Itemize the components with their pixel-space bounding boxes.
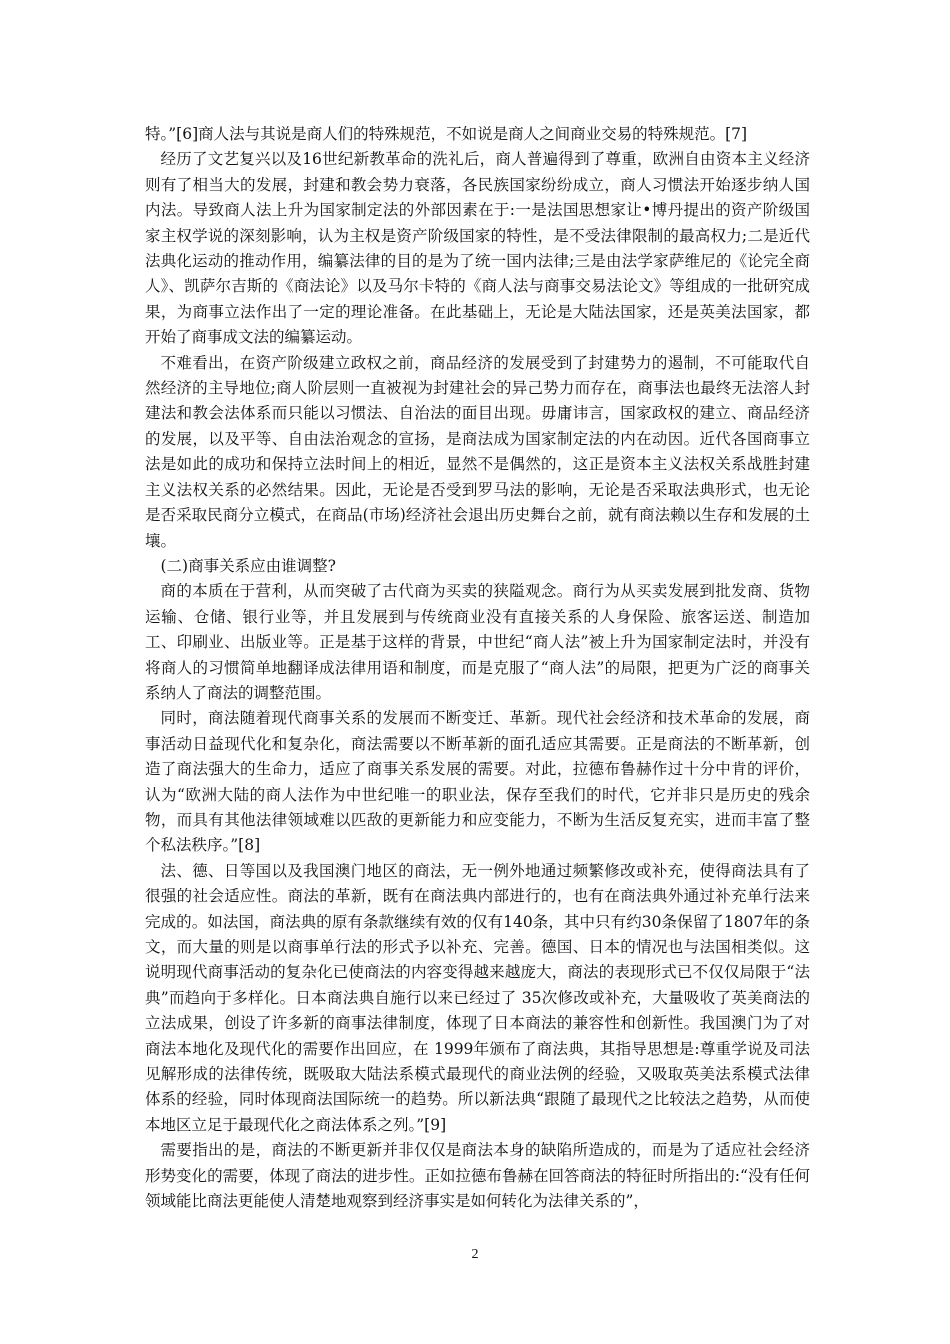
paragraph-continuation: 特。”[6]商人法与其说是商人们的特殊规范，不如说是商人之间商业交易的特殊规范。[7] bbox=[145, 125, 748, 143]
paragraph-commercial-law-codification: 经历了文艺复兴以及16世纪新教革命的洗礼后，商人普遍得到了尊重，欧洲自由资本主义经济则有了相当大的发展，封建和教会势力衰落，各民族国家纷纷成立，商人习惯法开始逐步纳人国内法。导致商人法上升为国家制定法的外部因素在于:一是法国思想家让•博丹提出的资产阶级国家主权学说的深刻影响，认为主权是资产阶级国家的特性，是不受法律限制的最高权力;二是近代法典化运动的推动作用，编纂法律的目的是为了统一国内法律;三是由法学家萨维尼的《论完全商人》、凯萨尔吉斯的《商法论》以及马尔卡特的《商人法与商事交易法论文》等组成的一批研究成果，为商事立法作出了一定的理论准备。在此基础上，无论是大陆法国家，还是英美法国家，都开始了商事成文法的编纂运动。 bbox=[145, 150, 810, 347]
paragraph-bourgeois-state-power: 不难看出，在资产阶级建立政权之前，商品经济的发展受到了封建势力的遏制，不可能取代自然经济的主导地位;商人阶层则一直被视为封建社会的异己势力而存在，商事法也最终无法溶人封建法和教会法体系而只能以习惯法、自治法的面目出现。毋庸讳言，国家政权的建立、商品经济的发展，以及平等、自由法治观念的宣扬，是商法成为国家制定法的内在动因。近代各国商事立法是如此的成功和保持立法时间上的相近，显然不是偶然的，这正是资本主义法权关系战胜封建主义法权关系的必然结果。因此，无论是否受到罗马法的影响，无论是否采取法典形式，也无论是否采取民商分立模式，在商品(市场)经济社会退出历史舞台之前，就有商法赖以生存和发展的土壤。 bbox=[145, 353, 810, 550]
section-heading: (二)商事关系应由谁调整? bbox=[160, 556, 336, 575]
body-text bbox=[145, 122, 810, 1214]
paragraph-nature-of-commerce: 商的本质在于营利，从而突破了古代商为买卖的狭隘观念。商行为从买卖发展到批发商、货物运输、仓储、银行业等，并且发展到与传统商业没有直接关系的人身保险、旅客运送、制造加工、印刷业、出版业等。正是基于这样的背景，中世纪“商人法”被上升为国家制定法时，并没有将商人的习惯简单地翻译成法律用语和制度，而是克服了“商人法”的局限，把更为广泛的商事关系纳人了商法的调整范围。 bbox=[145, 582, 810, 702]
paragraph-national-revisions: 法、德、日等国以及我国澳门地区的商法，无一例外地通过频繁修改或补充，使得商法具有了很强的社会适应性。商法的革新，既有在商法典内部进行的，也有在商法典外通过补充单行法来完成的。如法国，商法典的原有条款继续有效的仅有140条，其中只有约30条保留了1807年的条文，而大量的则是以商事单行法的形式予以补充、完善。德国、日本的情况也与法国相类似。这说明现代商事活动的复杂化已使商法的内容变得越来越庞大，商法的表现形式已不仅仅局限于“法典”而趋向于多样化。日本商法典自施行以来已经过了 35次修改或补充，大量吸收了英美商法的立法成果，创设了许多新的商事法律制度，体现了日本商法的兼容性和创新性。我国澳门为了对商法本地化及现代化的需要作出回应，在 1999年颁布了商法典，其指导思想是:尊重学说及司法见解形成的法律传统，既吸取大陆法系模式最现代的商业法例的经验，又吸取英美法系模式法律体系的经验，同时体现商法国际统一的趋势。所以新法典“跟随了最现代之比较法之趋势，从而使本地区立足于最现代化之商法体系之列。”[9] bbox=[145, 861, 810, 1134]
page-number: 2 bbox=[471, 1247, 479, 1262]
paragraph-modern-reform: 同时，商法随着现代商事关系的发展而不断变迁、革新。现代社会经济和技术革命的发展，商事活动日益现代化和复杂化，商法需要以不断革新的面孔适应其需要。正是商法的不断革新，创造了商法强大的生命力，适应了商事关系发展的需要。对此，拉德布鲁赫作过十分中肯的评价，认为“欧洲大陆的商人法作为中世纪唯一的职业法，保存至我们的时代，它并非只是历史的残余物，而具有其他法律领域难以匹敌的更新能力和应变能力，不断为生活反复充实，进而丰富了整个私法秩序。”[8] bbox=[145, 709, 810, 855]
paragraph-progressiveness: 需要指出的是，商法的不断更新并非仅仅是商法本身的缺陷所造成的，而是为了适应社会经济形势变化的需要，体现了商法的进步性。正如拉德布鲁赫在回答商法的特征时所指出的:“没有任何领域能比商法更能使人清楚地观察到经济事实是如何转化为法律关系的”， bbox=[145, 1141, 810, 1211]
